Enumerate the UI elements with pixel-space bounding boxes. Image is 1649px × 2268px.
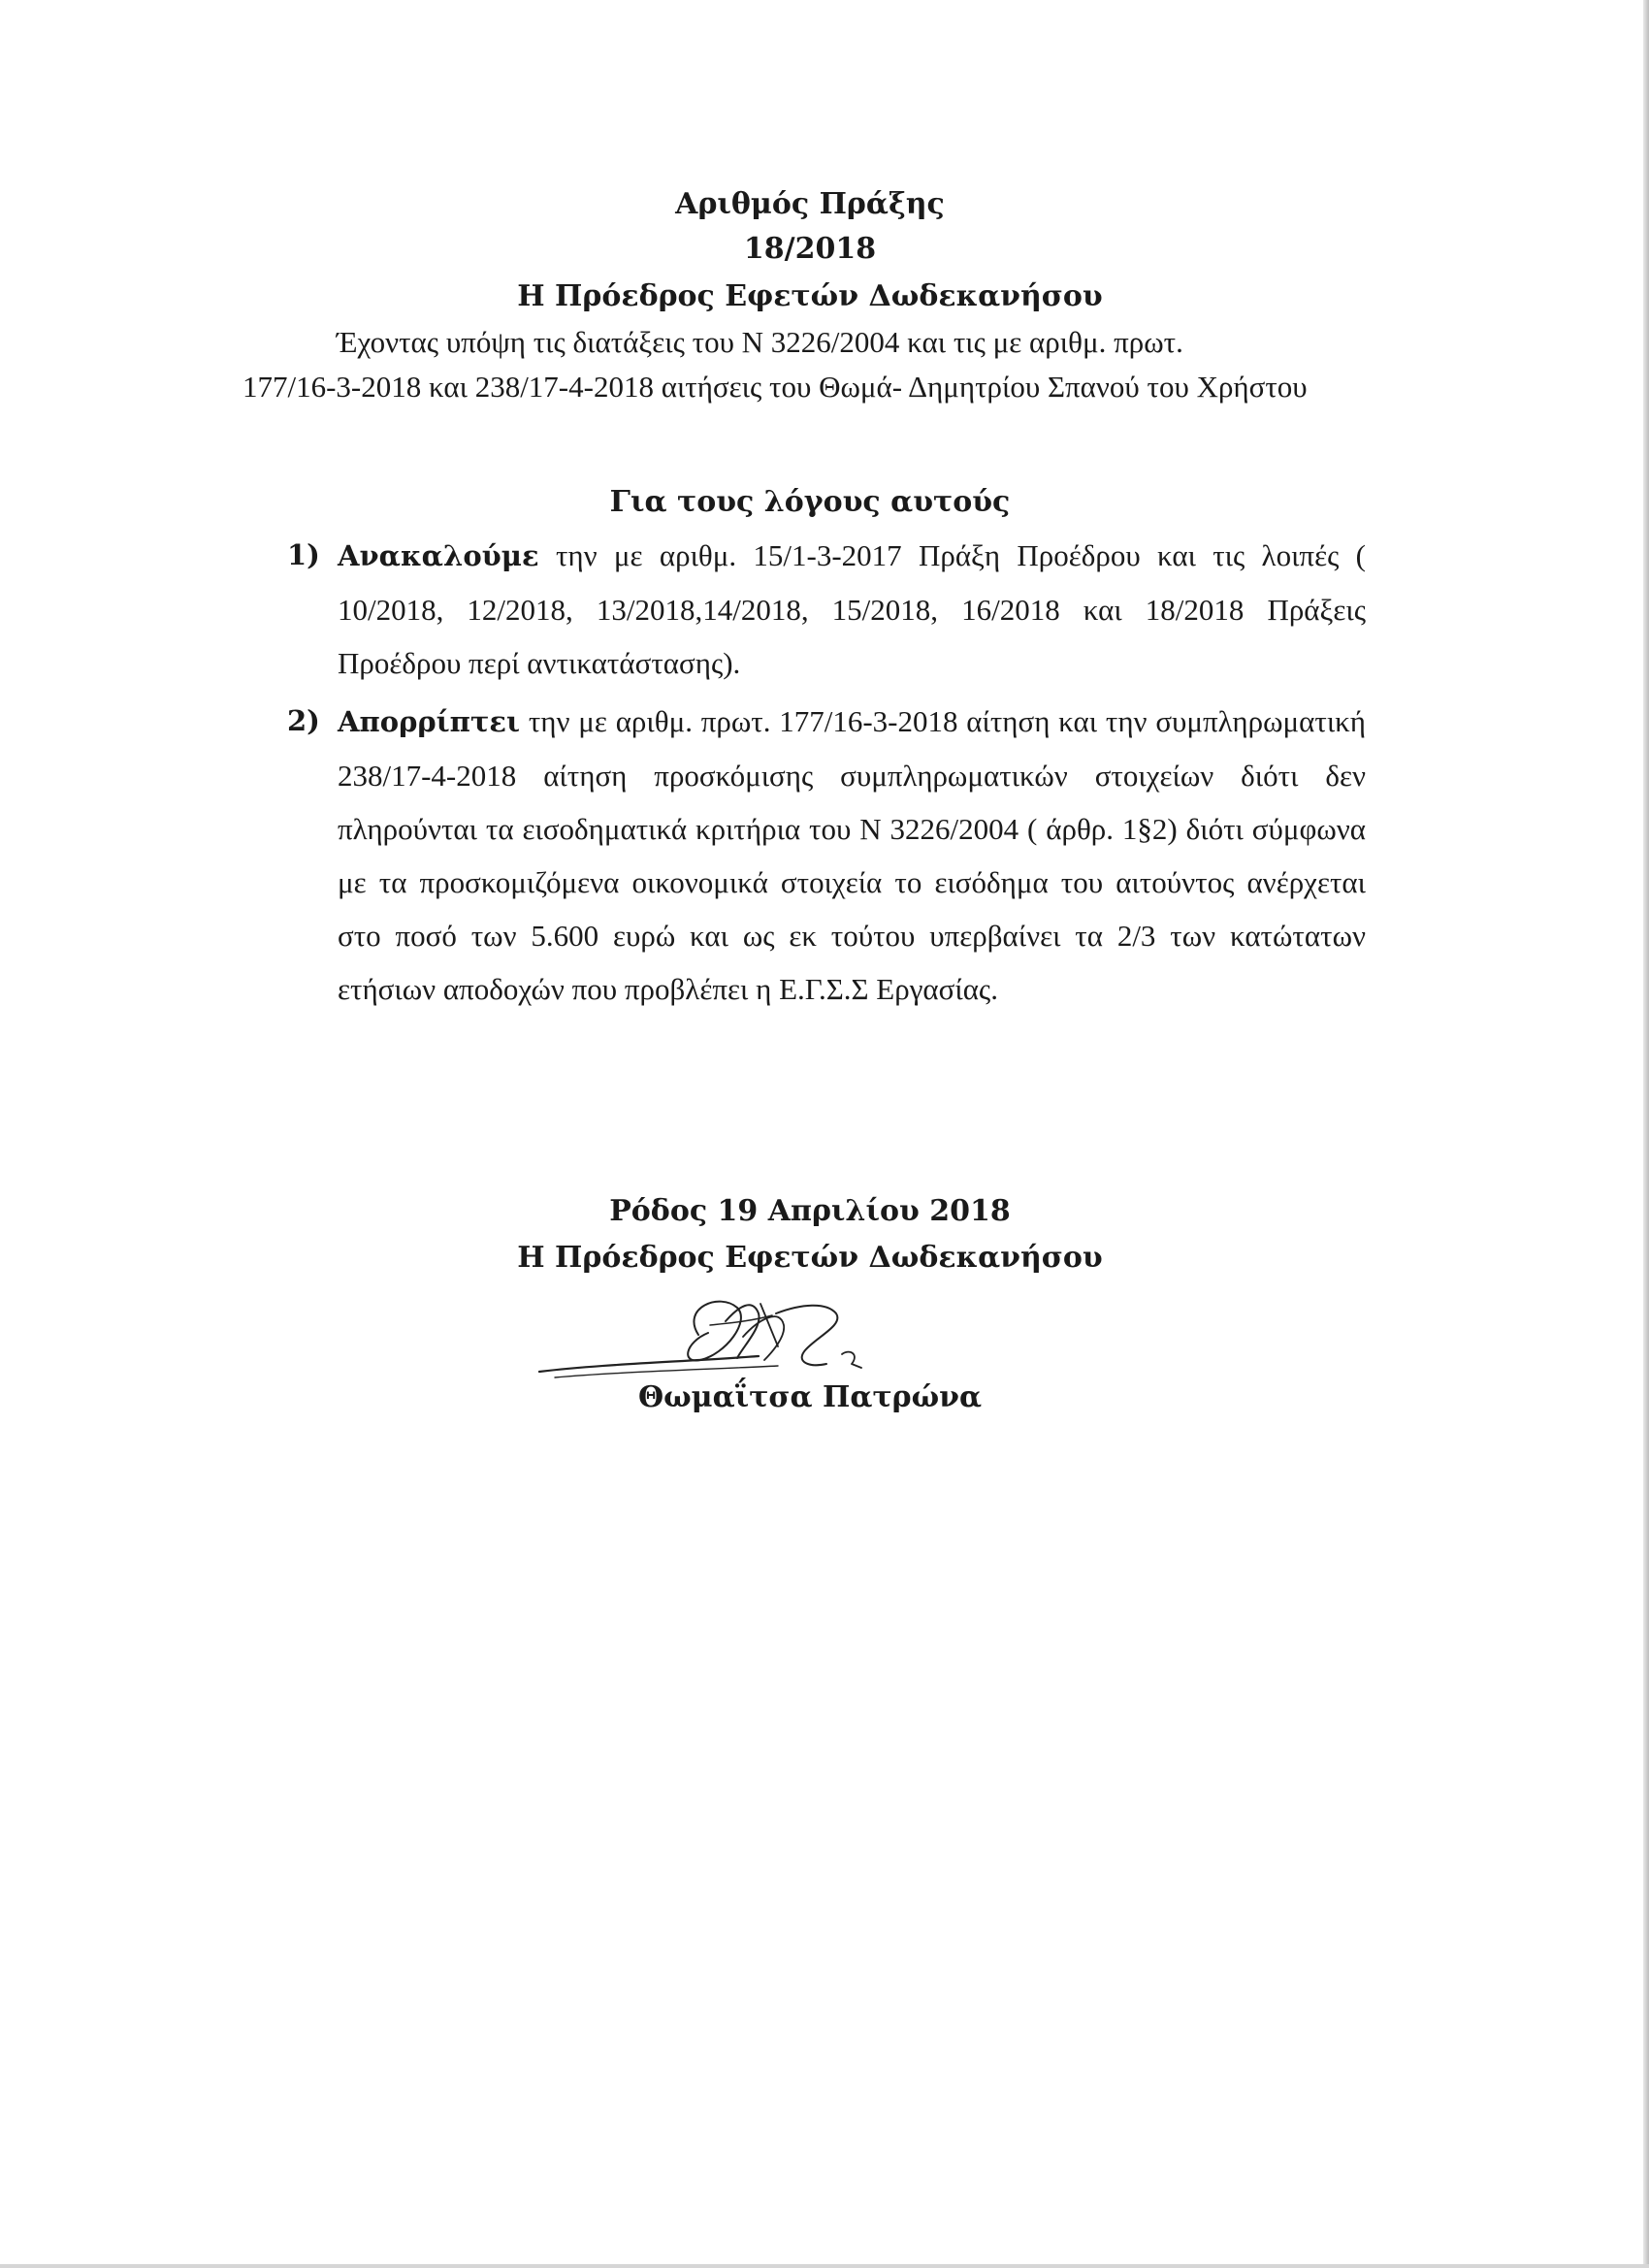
item-text: την με αριθμ. πρωτ. 177/16-3-2018 αίτηση και την συμπληρωματική 238/17-4-2018 αίτηση προσκόμισης συμπληρωματικών στοιχείων διότι δεν πληρούνται τα εισοδηματικά κριτήρια του Ν 3226/2004 ( άρθρ. 1§2) διότι σύμφωνα με τα προσκομιζόμενα οικονομικά στοιχεία το εισόδημα του αιτούντος ανέρχεται στο ποσό των 5.600 ευρώ και ως εκ τούτου υπερβαίνει τα 2/3 των κατώτατων ετήσιων αποδοχών που προβλέπει η Ε.Γ.Σ.Σ Εργασίας. — [338, 704, 1366, 1006]
item-body — [338, 695, 1366, 1016]
item-number: 1) — [287, 538, 320, 571]
intro-line-1: Έχοντας υπόψη τις διατάξεις του Ν 3226/2004 και τις με αριθμ. πρωτ. — [337, 325, 1183, 359]
item-number: 2) — [287, 704, 320, 737]
document-title: Αριθμός Πράξης — [675, 187, 945, 221]
reasons-title: Για τους λόγους αυτούς — [609, 485, 1011, 519]
item-body — [338, 529, 1366, 690]
list-item — [287, 695, 1366, 1016]
scan-edge-right — [1643, 0, 1649, 2268]
signatory-name: Θωμαΐτσα Πατρώνα — [637, 1380, 983, 1414]
scan-edge-bottom — [0, 2264, 1649, 2268]
item-verb: Ανακαλούμε — [338, 539, 539, 572]
list-item — [287, 529, 1366, 690]
item-text: την με αριθμ. 15/1-3-2017 Πράξη Προέδρου και τις λοιπές ( 10/2018, 12/2018, 13/2018,14/2018, 15/2018, 16/2018 και 18/2018 Πράξεις Προέδρου περί αντικατάστασης). — [338, 538, 1366, 680]
item-verb: Απορρίπτει — [338, 705, 521, 738]
issuing-authority: Η Πρόεδρος Εφετών Δωδεκανήσου — [517, 279, 1103, 313]
intro-paragraph — [242, 320, 1366, 409]
intro-line-2: 177/16-3-2018 και 238/17-4-2018 αιτήσεις του Θωμά- Δημητρίου Σπανού του Χρήστου — [242, 370, 1308, 404]
closing-authority: Η Πρόεδρος Εφετών Δωδεκανήσου — [517, 1241, 1103, 1275]
place-and-date: Ρόδος 19 Απριλίου 2018 — [609, 1194, 1011, 1228]
act-number: 18/2018 — [743, 232, 877, 266]
